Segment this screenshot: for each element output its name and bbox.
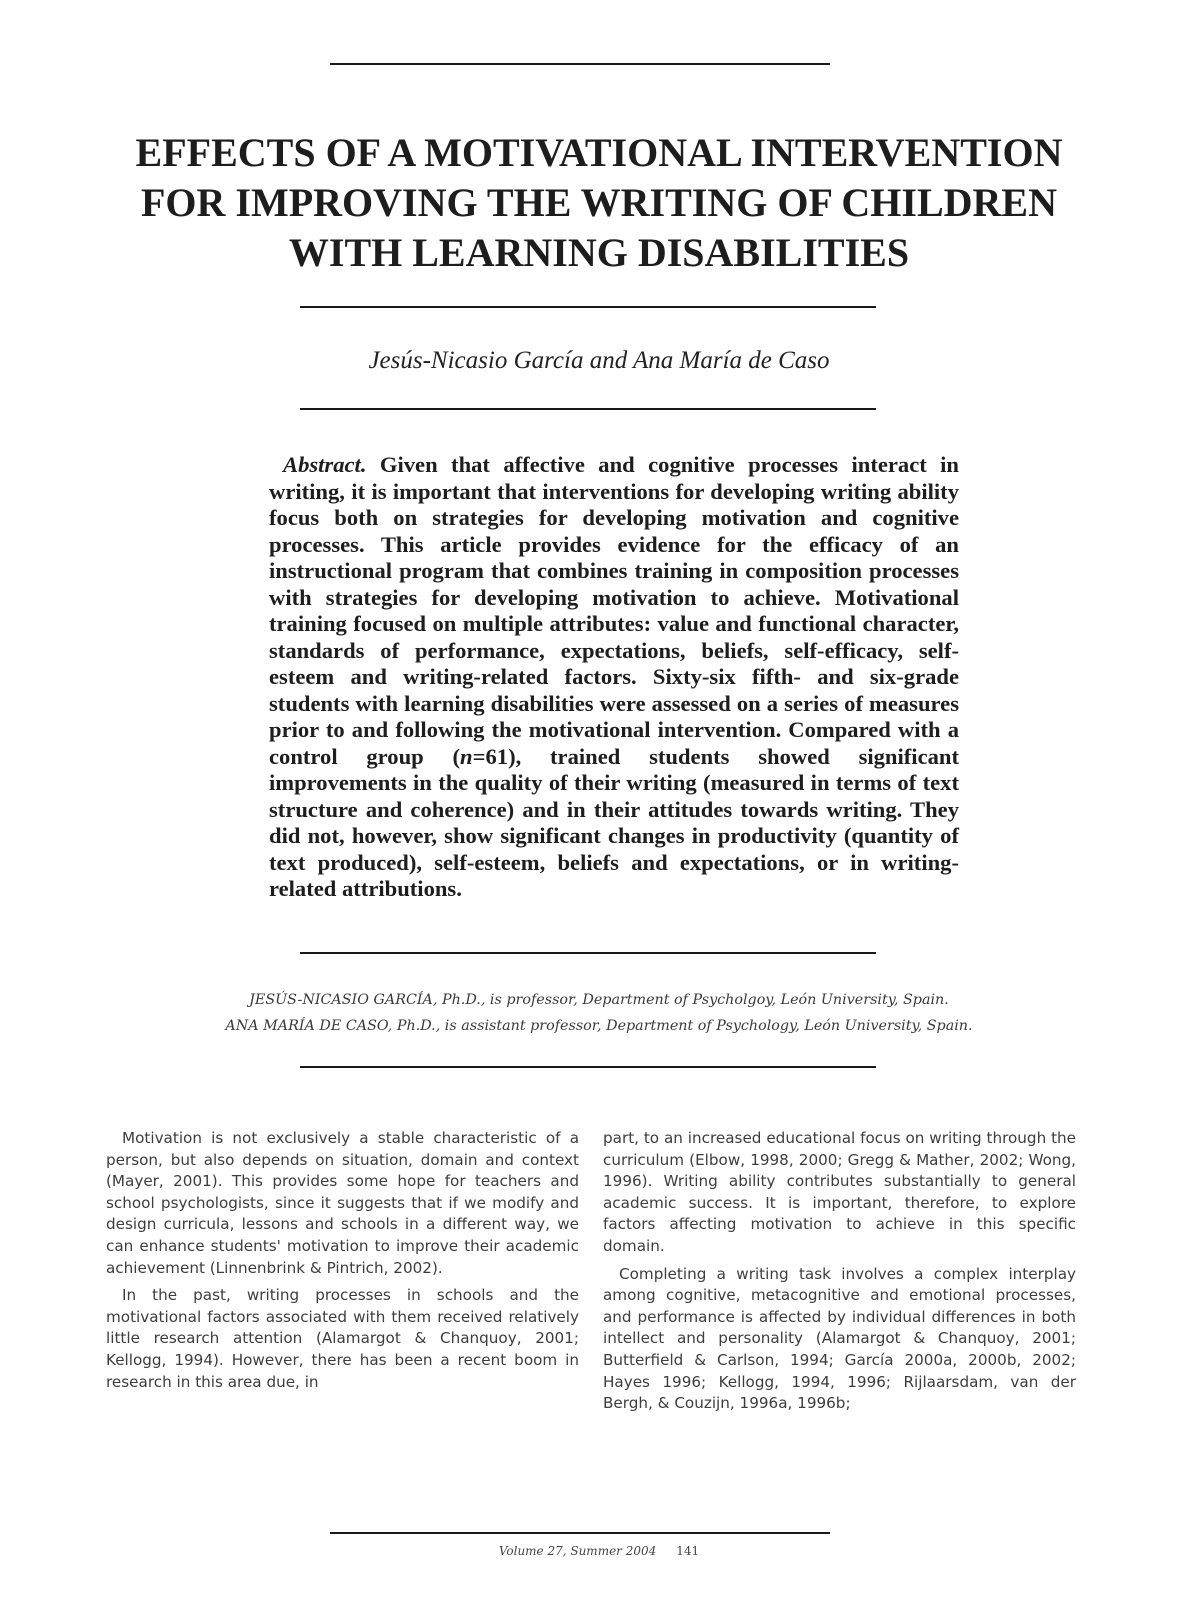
- page-footer: [0, 1544, 1198, 1558]
- body-paragraph: Completing a writing task involves a complex interplay among cognitive, metacognitive and emotional processes, and performance is affected by individual differences in both intellect and personality (Alamargot & Chanquoy, 2001; Butterfield & Carlson, 1994; García 2000a, 2000b, 2002; Hayes 1996; Kellogg, 1994, 1996; Rijlaarsdam, van der Bergh, & Couzijn, 1996a, 1996b;: [603, 1264, 1076, 1413]
- author-affiliations: [120, 987, 1078, 1039]
- title-line-3: WITH LEARNING DISABILITIES: [288, 230, 910, 275]
- abstract-n-symbol: n: [460, 743, 473, 769]
- abstract-label: Abstract.: [283, 452, 367, 477]
- abstract-text-part-1: Given that affective and cognitive processes interact in writing, it is important that interventions for developing writing ability focus both on strategies for developing motivation and cognitive processes. This article provides evidence for the efficacy of an instructional program that combines training in composition processes with strategies for developing motivation to achieve. Motivational training focused on multiple attributes: value and functional character, standards of performance, expectations, beliefs, self-efficacy, self-esteem and writing-related factors. Sixty-six fifth- and six-grade students with learning disabilities were assessed on a series of measures prior to and following the motivational intervention. Compared with a control group (: [269, 452, 959, 769]
- abstract: [269, 452, 959, 903]
- body-paragraph: Motivation is not exclusively a stable characteristic of a person, but also depends on situation, domain and context (Mayer, 2001). This provides some hope for teachers and school psychologists, since it suggests that if we modify and design curricula, lessons and schools in a different way, we can enhance students' motivation to improve their academic achievement (Linnenbrink & Pintrich, 2002).: [106, 1129, 579, 1277]
- title-line-1: EFFECTS OF A MOTIVATIONAL INTERVENTION: [135, 130, 1063, 175]
- top-rule: [330, 63, 830, 65]
- byline-rule: [300, 408, 876, 410]
- title-line-2: FOR IMPROVING THE WRITING OF CHILDREN: [140, 180, 1057, 225]
- abstract-text-part-2: =61), trained students showed significant improvements in the quality of their writing (measured in terms of text structure and coherence) and in their attitudes towards writing. They did not, however, show significant changes in productivity (quantity of text produced), self-esteem, beliefs and expectations, or in writing-related attributions.: [269, 743, 959, 901]
- article-title: [60, 128, 1138, 278]
- body-column-left: [106, 1128, 579, 1399]
- abstract-rule: [300, 952, 876, 954]
- author-byline: Jesús-Nicasio García and Ana María de Caso: [368, 347, 830, 374]
- journal-volume: Volume 27, Summer 2004: [498, 1544, 657, 1558]
- footer-rule: [330, 1532, 830, 1534]
- page-number: 141: [676, 1544, 700, 1558]
- body-paragraph: In the past, writing processes in schools and the motivational factors associated with them received relatively little research attention (Alamargot & Chanquoy, 2001; Kellogg, 1994). However, there has been a recent boom in research in this area due, in: [106, 1286, 579, 1391]
- affiliation-2: ANA MARÍA DE CASO, Ph.D., is assistant professor, Department of Psychology, León University, Spain.: [225, 1018, 973, 1034]
- body-column-right: [603, 1128, 1076, 1421]
- affiliation-1: JESÚS-NICASIO GARCÍA, Ph.D., is professor, Department of Psycholgoy, León University, Spain.: [249, 992, 949, 1008]
- title-rule: [300, 306, 876, 308]
- body-paragraph: part, to an increased educational focus on writing through the curriculum (Elbow, 1998, 2000; Gregg & Mather, 2002; Wong, 1996). Writing ability contributes substantially to general academic success. It is important, therefore, to explore factors affecting motivation to achieve in this specific domain.: [603, 1129, 1076, 1255]
- affiliation-rule: [300, 1066, 876, 1068]
